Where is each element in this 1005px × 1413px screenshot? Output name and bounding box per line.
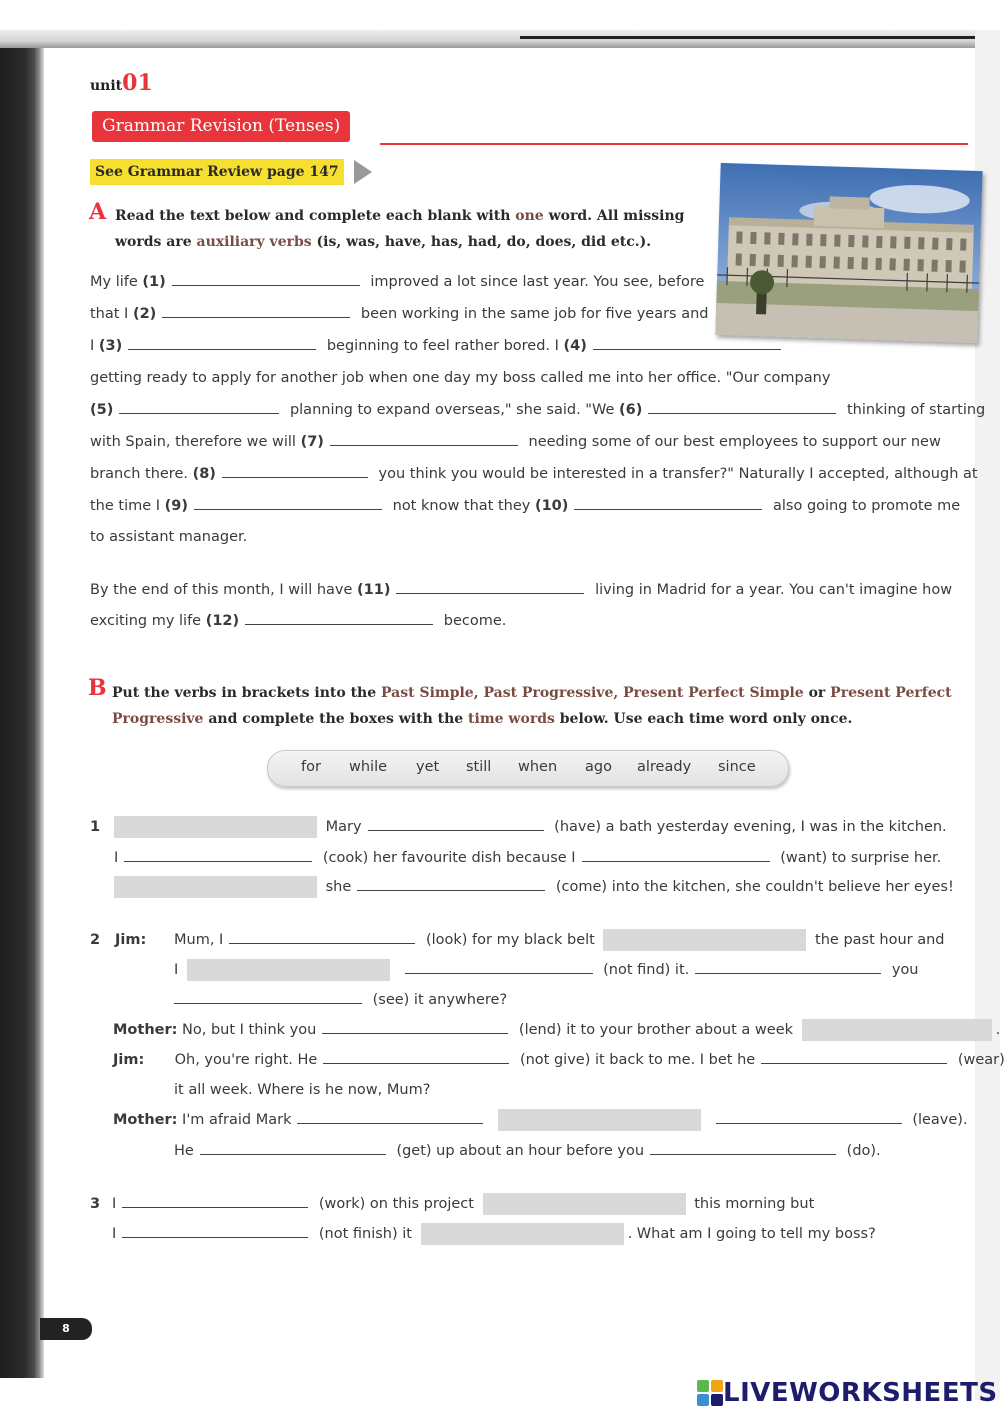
text: (want) to surprise her. [780,850,942,866]
verb-answer-blank[interactable] [200,1140,386,1155]
text-line-11 [90,610,506,632]
text: not know that they [392,498,531,514]
text-line-10 [90,579,952,601]
answer-blank-6[interactable] [648,399,836,414]
verb-answer-blank[interactable] [650,1140,836,1155]
instr-text: or [808,685,826,701]
text-line-4 [90,367,830,389]
blank-number: (11) [357,582,391,598]
verb-answer-blank[interactable] [122,1193,308,1208]
answer-blank-9[interactable] [194,495,382,510]
time-word-box-answer[interactable] [483,1193,686,1215]
time-word-box-answer[interactable] [603,929,806,951]
exercise-2-line-5 [113,1049,1005,1071]
time-word-box-answer[interactable] [114,816,317,838]
text: (have) a bath yesterday evening, I was in the kitchen. [554,819,947,835]
logo-grid-icon [697,1380,723,1406]
text: (get) up about an hour before you [396,1143,645,1159]
verb-answer-blank[interactable] [297,1109,483,1124]
time-word: for [301,759,321,775]
instr-highlight: Past Simple, Past Progressive, Present Perfect Simple [381,685,804,701]
text-line-7 [90,463,978,485]
time-word-box-answer[interactable] [421,1223,624,1245]
exercise-2-speaker [115,929,146,951]
text: (lend) it to your brother about a week [518,1022,794,1038]
blank-number: (10) [534,498,569,514]
time-word-box-answer[interactable] [187,959,390,981]
unit-word: unit [90,78,123,94]
time-word-box-answer[interactable] [802,1019,992,1041]
section-a-instruction-line-1 [115,203,684,229]
text: also going to promote me [773,498,961,514]
text: (look) for my black belt [425,932,595,948]
text-line-3 [90,335,787,357]
text: been working in the same job for five years and [360,306,709,322]
exercise-1-line-3 [110,876,954,898]
text: branch there. [90,466,188,482]
text: (not finish) it [318,1226,412,1242]
instr-text: Put the verbs in brackets into the [112,685,377,701]
answer-blank-11[interactable] [396,579,584,594]
answer-blank-2[interactable] [162,303,350,318]
unit-label [90,70,153,96]
instr-text: word. All missing [548,208,685,224]
text: I [112,1196,117,1212]
speaker-label: Jim: [113,1052,145,1068]
verb-answer-blank[interactable] [695,959,881,974]
instr-highlight: Progressive [112,711,204,727]
text-line-1 [90,271,704,293]
logo-text: LIVEWORKSHEETS [723,1378,998,1408]
instr-text: (is, was, have, has, had, do, does, did etc.). [316,234,652,250]
verb-answer-blank[interactable] [582,847,770,862]
exercise-3-number: 3 [90,1196,101,1212]
text: He [174,1143,194,1159]
exercise-2-line-1 [174,929,945,951]
text-line-9 [90,526,247,548]
section-a-letter: A [89,199,107,225]
exercise-1-line-1 [110,816,947,838]
speaker-label: Mother: [113,1022,178,1038]
section-b-letter: B [88,675,107,701]
text: . [995,1022,1001,1038]
text: that I [90,306,129,322]
exercise-2-line-4 [113,1019,1000,1041]
liveworksheets-logo [697,1378,998,1408]
text: (do). [846,1143,881,1159]
text: improved a lot since last year. You see, before [370,274,705,290]
text-line-8 [90,495,960,517]
blank-number: (5) [90,402,114,418]
page-top-edge [0,30,975,48]
blank-number: (4) [563,338,587,354]
exercise-2-line-6 [174,1079,430,1101]
text: planning to expand overseas," she said. "We [289,402,615,418]
answer-blank-1[interactable] [172,271,360,286]
text: (work) on this project [318,1196,474,1212]
instr-text: words are [115,234,192,250]
verb-answer-blank[interactable] [357,876,545,891]
answer-blank-5[interactable] [119,399,279,414]
exercise-2-number: 2 [90,932,101,948]
text: she [325,879,352,895]
answer-blank-12[interactable] [245,610,433,625]
exercise-1-number: 1 [90,819,101,835]
verb-answer-blank[interactable] [761,1049,947,1064]
verb-answer-blank[interactable] [174,989,362,1004]
text: the time I [90,498,161,514]
section-header: Grammar Revision (Tenses) [92,111,350,142]
section-b-instruction-line-1 [112,680,952,706]
text: (cook) her favourite dish because I [322,850,576,866]
exercise-2-line-8 [174,1140,881,1162]
instr-text: and complete the boxes with the [208,711,464,727]
blank-number: (7) [300,434,324,450]
time-word: yet [416,759,440,775]
section-a-instruction-line-2 [115,229,651,255]
text: Mary [325,819,362,835]
text: the past hour and [815,932,945,948]
text: Mum, I [174,932,224,948]
verb-answer-blank[interactable] [322,1019,508,1034]
text: living in Madrid for a year. You can't imagine how [595,582,953,598]
answer-blank-3[interactable] [128,335,316,350]
blank-number: (1) [142,274,166,290]
text: become. [443,613,507,629]
blank-number: (12) [205,613,240,629]
speaker-label: Jim: [115,932,147,948]
instr-highlight: auxiliary verbs [196,234,312,250]
text: No, but I think you [182,1022,317,1038]
text: My life [90,274,138,290]
text: this morning but [694,1196,815,1212]
verb-answer-blank[interactable] [716,1109,902,1124]
text: (see) it anywhere? [372,992,508,1008]
text: Oh, you're right. He [174,1052,318,1068]
blank-number: (8) [192,466,216,482]
time-word: still [466,759,492,775]
text: By the end of this month, I will have [90,582,353,598]
text: I [114,850,119,866]
instr-highlight: time words [468,711,555,727]
exercise-1-line-2 [114,847,941,869]
exercise-3-line-2 [112,1223,876,1245]
text: beginning to feel rather bored. I [326,338,559,354]
text: (come) into the kitchen, she couldn't believe her eyes! [555,879,954,895]
text-line-6 [90,431,941,453]
grammar-review-reference: See Grammar Review page 147 [90,159,344,185]
instr-highlight: Present Perfect [830,685,952,701]
text: . What am I going to tell my boss? [627,1226,876,1242]
text: you think you would be interested in a transfer?" Naturally I accepted, although at [378,466,978,482]
verb-answer-blank[interactable] [368,816,544,831]
text: I [112,1226,117,1242]
time-word: already [637,759,692,775]
blank-number: (9) [164,498,189,514]
text-line-5 [90,399,985,421]
text-line-2 [90,303,709,325]
blank-number: (2) [132,306,157,322]
verb-answer-blank[interactable] [229,929,415,944]
arrow-right-icon [354,160,372,184]
text: I [174,962,179,978]
page-number: 8 [40,1318,92,1340]
instr-text: Read the text below and complete each blank with [115,208,511,224]
book-spine [0,48,40,1378]
page-top-line [520,36,975,39]
verb-answer-blank[interactable] [122,1223,308,1238]
verb-answer-blank[interactable] [405,959,593,974]
palace-photo [715,163,982,343]
speaker-label: Mother: [113,1112,178,1128]
text: it all week. Where is he now, Mum? [174,1082,431,1098]
text: (wear) [957,1052,1005,1068]
verb-answer-blank[interactable] [323,1049,509,1064]
text: you [891,962,919,978]
time-word: ago [585,759,612,775]
book-spine-edge [38,48,44,1378]
text: with Spain, therefore we will [90,434,296,450]
exercise-2-line-7 [113,1109,968,1131]
section-b-instruction-line-2 [112,706,852,732]
text: to assistant manager. [90,529,248,545]
text: exciting my life [90,613,202,629]
answer-blank-4[interactable] [593,335,781,350]
text: thinking of starting [846,402,986,418]
answer-blank-8[interactable] [222,463,368,478]
text: (not give) it back to me. I bet he [519,1052,756,1068]
exercise-2-line-2 [174,959,919,981]
text: (not find) it. [603,962,690,978]
text: (leave). [912,1112,968,1128]
verb-answer-blank[interactable] [124,847,312,862]
time-word: while [349,759,388,775]
answer-blank-7[interactable] [330,431,518,446]
text: getting ready to apply for another job when one day my boss called me into her office. "Our company [90,370,831,386]
time-word-box-answer[interactable] [114,876,317,898]
instr-text: below. Use each time word only once. [559,711,853,727]
header-rule [380,143,968,145]
text: I'm afraid Mark [182,1112,292,1128]
text: needing some of our best employees to support our new [528,434,941,450]
text: I [90,338,95,354]
exercise-3-line-1 [112,1193,814,1215]
blank-number: (6) [618,402,643,418]
instr-highlight: one [515,208,544,224]
exercise-2-line-3 [168,989,507,1011]
blank-number: (3) [98,338,123,354]
unit-number: 01 [122,70,153,96]
time-word-box-answer[interactable] [498,1109,701,1131]
time-word: since [718,759,756,775]
answer-blank-10[interactable] [574,495,762,510]
time-word: when [518,759,558,775]
